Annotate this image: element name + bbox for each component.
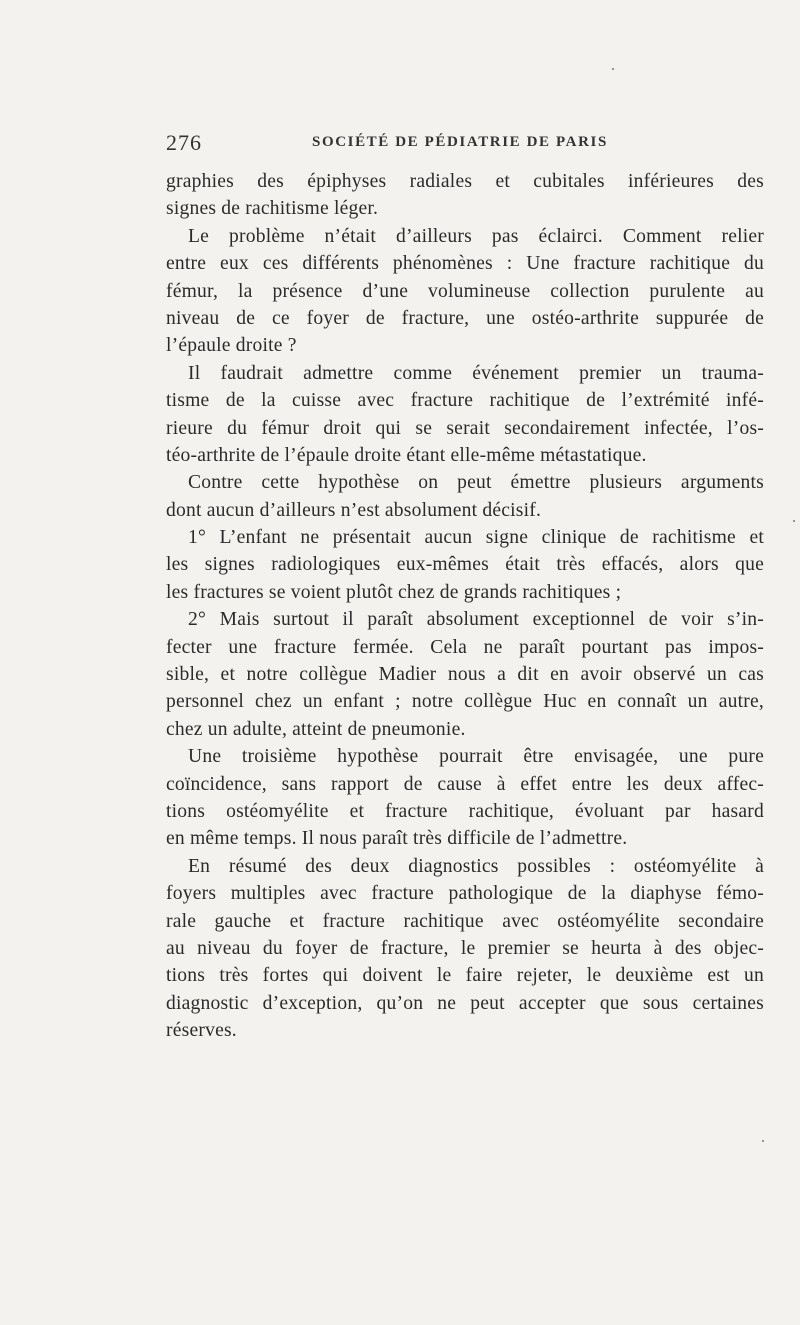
text-line: 1° L’enfant ne présentait aucun signe clinique de rachitisme et — [188, 527, 764, 549]
text-line: Une troisième hypothèse pourrait être envisagée, une pure — [188, 746, 764, 768]
text-line: en même temps. Il nous paraît très difficile de l’admettre. — [166, 828, 628, 850]
text-line: signes de rachitisme léger. — [166, 198, 379, 220]
text-line: entre eux ces différents phénomènes : Une fracture rachitique du — [166, 253, 764, 275]
text-line: sible, et notre collègue Madier nous a dit en avoir observé un cas — [166, 664, 764, 686]
running-title: SOCIÉTÉ DE PÉDIATRIE DE PARIS — [312, 134, 608, 150]
page-number: 276 — [166, 130, 202, 155]
text-line: les fractures se voient plutôt chez de grands rachitiques ; — [166, 581, 622, 603]
text-line: rieure du fémur droit qui se serait secondairement infectée, l’os- — [166, 417, 764, 439]
text-line: fecter une fracture fermée. Cela ne paraît pourtant pas impos- — [166, 636, 764, 658]
body-text — [166, 168, 764, 1045]
text-line: rale gauche et fracture rachitique avec ostéomyélite secondaire — [166, 910, 764, 932]
text-line: tisme de la cuisse avec fracture rachitique de l’extrémité infé- — [166, 390, 764, 412]
text-line: réserves. — [166, 1020, 237, 1042]
page-header — [166, 130, 766, 160]
text-line: les signes radiologiques eux-mêmes était très effacés, alors que — [166, 554, 764, 576]
text-line: diagnostic d’exception, qu’on ne peut accepter que sous certaines — [166, 992, 764, 1014]
text-line: foyers multiples avec fracture pathologique de la diaphyse fémo- — [166, 883, 764, 905]
text-line: Le problème n’était d’ailleurs pas éclairci. Comment relier — [188, 225, 764, 247]
text-line: personnel chez un enfant ; notre collègue Huc en connaît un autre, — [166, 691, 764, 713]
paper-speck — [612, 68, 614, 70]
text-line: coïncidence, sans rapport de cause à effet entre les deux affec- — [166, 773, 764, 795]
text-line: dont aucun d’ailleurs n’est absolument décisif. — [166, 499, 542, 521]
text-line: Il faudrait admettre comme événement premier un trauma- — [188, 362, 764, 384]
paper-speck — [762, 1140, 764, 1142]
text-line: Contre cette hypothèse on peut émettre plusieurs arguments — [188, 472, 764, 494]
text-line: chez un adulte, atteint de pneumonie. — [166, 718, 466, 740]
text-line: En résumé des deux diagnostics possibles : ostéomyélite à — [188, 855, 764, 877]
text-line: tions ostéomyélite et fracture rachitique, évoluant par hasard — [166, 800, 764, 822]
text-line: graphies des épiphyses radiales et cubitales inférieures des — [166, 171, 764, 192]
text-line: l’épaule droite ? — [166, 335, 297, 357]
text-line: niveau de ce foyer de fracture, une ostéo-arthrite suppurée de — [166, 307, 764, 329]
text-line: 2° Mais surtout il paraît absolument exceptionnel de voir s’in- — [188, 609, 764, 631]
text-line: tions très fortes qui doivent le faire rejeter, le deuxième est un — [166, 965, 764, 987]
text-line: au niveau du foyer de fracture, le premier se heurta à des objec- — [166, 937, 764, 959]
text-line: téo-arthrite de l’épaule droite étant elle-même métastatique. — [166, 444, 647, 466]
text-line: fémur, la présence d’une volumineuse collection purulente au — [166, 280, 764, 302]
paper-speck — [793, 520, 795, 522]
